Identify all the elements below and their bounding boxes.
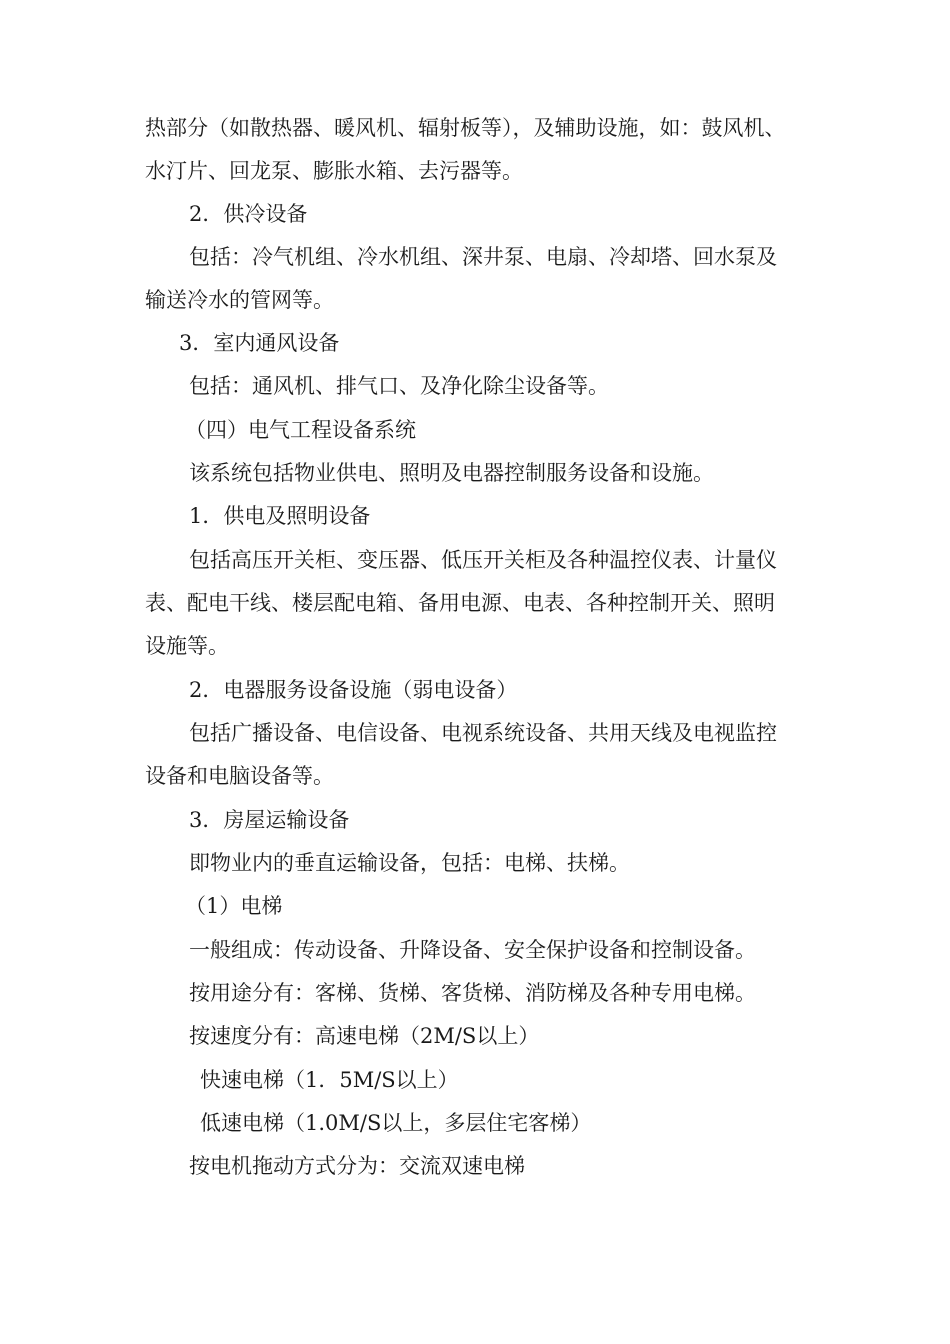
section-heading: 2．电器服务设备设施（弱电设备） [189, 678, 518, 702]
section-heading: （四）电气工程设备系统 [185, 418, 416, 442]
text-line: 按电机拖动方式分为：交流双速电梯 [189, 1154, 525, 1178]
section-heading: 3．室内通风设备 [179, 331, 340, 355]
text-line: 包括高压开关柜、变压器、低压开关柜及各种温控仪表、计量仪 [189, 548, 777, 572]
section-heading: 2．供冷设备 [189, 202, 308, 226]
text-line: 按速度分有：高速电梯（2M/S以上） [189, 1024, 540, 1048]
text-line: 设备和电脑设备等。 [145, 764, 334, 788]
text-line: 快速电梯（1．5M/S以上） [200, 1068, 459, 1092]
text-line: 低速电梯（1.0M/S以上，多层住宅客梯） [200, 1111, 592, 1135]
text-line: 一般组成：传动设备、升降设备、安全保护设备和控制设备。 [189, 938, 756, 962]
text-line: 热部分（如散热器、暖风机、辐射板等），及辅助设施，如：鼓风机、 [145, 116, 786, 140]
text-line: 设施等。 [145, 634, 229, 658]
section-heading: 1．供电及照明设备 [189, 504, 371, 528]
text-line: 输送冷水的管网等。 [145, 288, 334, 312]
text-line: 包括广播设备、电信设备、电视系统设备、共用天线及电视监控 [189, 721, 777, 745]
text-line: 即物业内的垂直运输设备，包括：电梯、扶梯。 [189, 851, 630, 875]
text-line: 包括：冷气机组、冷水机组、深井泵、电扇、冷却塔、回水泵及 [189, 245, 777, 269]
text-line: 包括：通风机、排气口、及净化除尘设备等。 [189, 374, 609, 398]
text-line: 水汀片、回龙泵、膨胀水箱、去污器等。 [145, 159, 523, 183]
section-heading: 3．房屋运输设备 [189, 808, 350, 832]
section-heading: （1）电梯 [185, 894, 283, 918]
text-line: 按用途分有：客梯、货梯、客货梯、消防梯及各种专用电梯。 [189, 981, 756, 1005]
text-line: 表、配电干线、楼层配电箱、备用电源、电表、各种控制开关、照明 [145, 591, 775, 615]
text-line: 该系统包括物业供电、照明及电器控制服务设备和设施。 [189, 461, 714, 485]
